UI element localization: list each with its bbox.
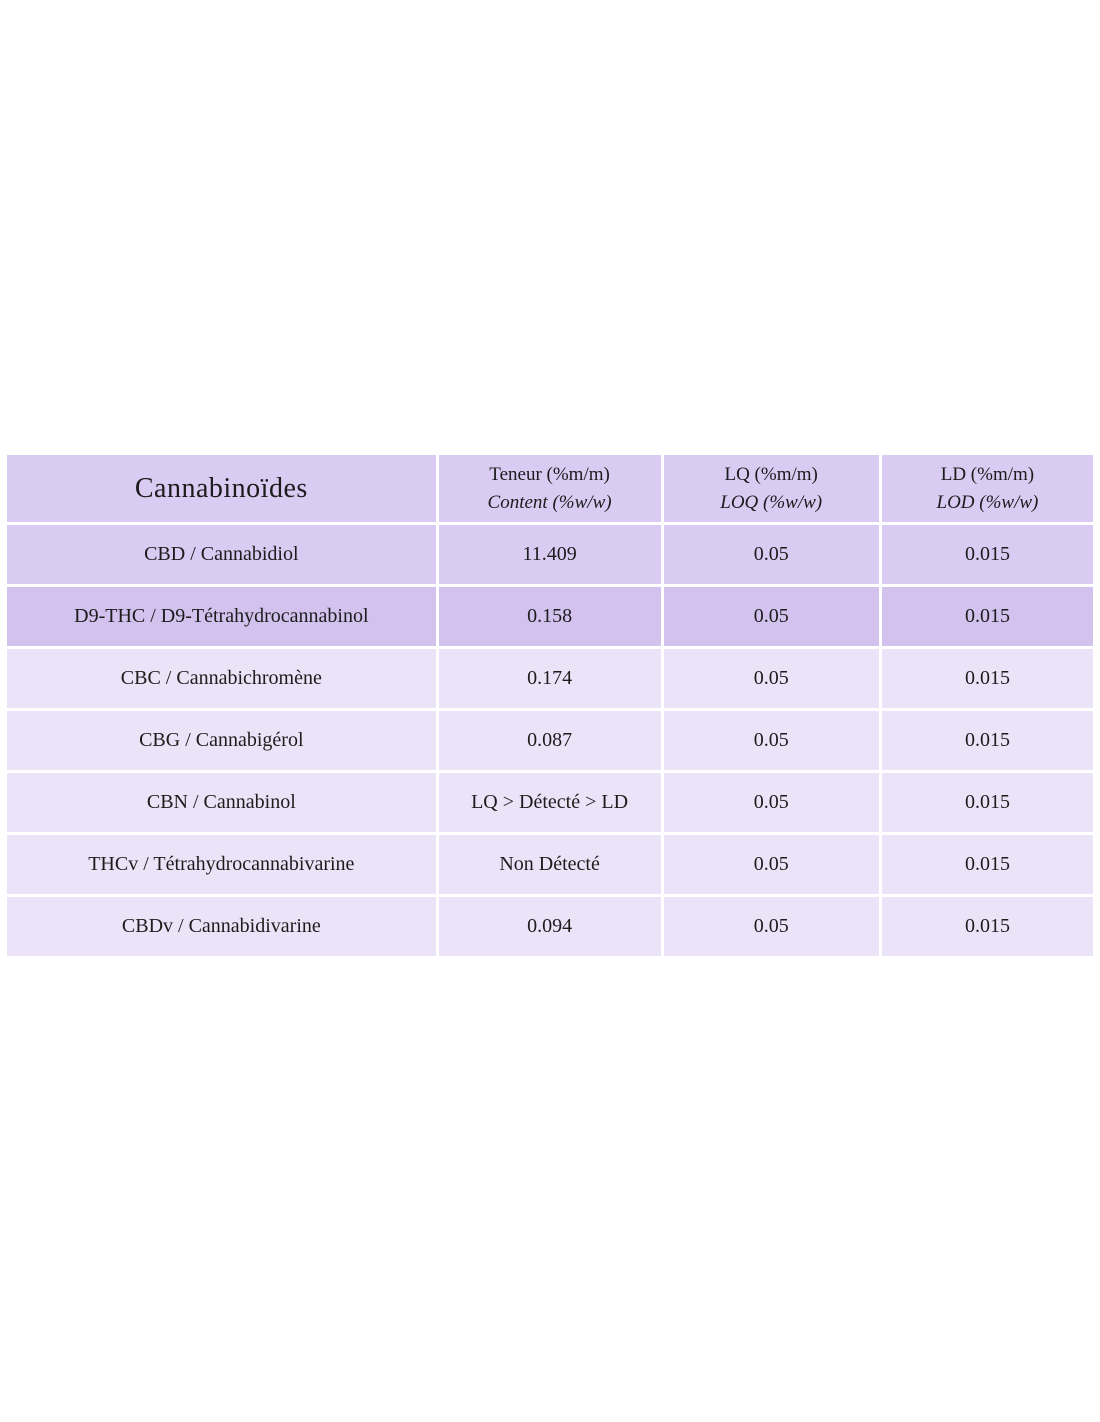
analyte-name: THCv / Tétrahydrocannabivarine	[7, 835, 436, 894]
column-title-cannabinoides: Cannabinoïdes	[134, 472, 308, 504]
column-subtitle-content: Content (%w/w)	[487, 491, 612, 513]
table-row-cbdv	[7, 897, 1093, 956]
ld-value: 0.015	[882, 711, 1093, 770]
analyte-name: CBDv / Cannabidivarine	[7, 897, 436, 956]
column-header-cannabinoides	[7, 455, 436, 522]
column-header-ld	[882, 455, 1093, 522]
lq-value: 0.05	[664, 897, 879, 956]
column-title-teneur: Teneur (%m/m)	[489, 463, 610, 485]
ld-value: 0.015	[882, 649, 1093, 708]
column-subtitle-lod: LOD (%w/w)	[936, 491, 1039, 513]
lq-value: 0.05	[664, 649, 879, 708]
lq-value: 0.05	[664, 711, 879, 770]
lq-value: 0.05	[664, 525, 879, 584]
column-header-lq	[664, 455, 879, 522]
analyte-name: CBC / Cannabichromène	[7, 649, 436, 708]
content-value: 11.409	[439, 525, 661, 584]
content-value: 0.087	[439, 711, 661, 770]
ld-value: 0.015	[882, 897, 1093, 956]
column-title-ld: LD (%m/m)	[940, 463, 1035, 485]
lq-value: 0.05	[664, 587, 879, 646]
ld-value: 0.015	[882, 835, 1093, 894]
cannabinoid-results-table	[4, 452, 1096, 959]
table-header-row	[7, 455, 1093, 522]
column-subtitle-loq: LOQ (%w/w)	[720, 491, 823, 513]
table-row-thcv	[7, 835, 1093, 894]
ld-value: 0.015	[882, 773, 1093, 832]
table-row-cbc	[7, 649, 1093, 708]
content-value: LQ > Détecté > LD	[439, 773, 661, 832]
analyte-name: CBG / Cannabigérol	[7, 711, 436, 770]
analyte-name: CBN / Cannabinol	[7, 773, 436, 832]
content-value: 0.158	[439, 587, 661, 646]
content-value: Non Détecté	[439, 835, 661, 894]
cannabinoid-results-table-container	[4, 452, 1096, 959]
table-row-d9thc	[7, 587, 1093, 646]
analyte-name: D9-THC / D9-Tétrahydrocannabinol	[7, 587, 436, 646]
ld-value: 0.015	[882, 587, 1093, 646]
content-value: 0.094	[439, 897, 661, 956]
column-title-lq: LQ (%m/m)	[724, 463, 818, 485]
ld-value: 0.015	[882, 525, 1093, 584]
lq-value: 0.05	[664, 835, 879, 894]
table-row-cbg	[7, 711, 1093, 770]
analyte-name: CBD / Cannabidiol	[7, 525, 436, 584]
table-row-cbn	[7, 773, 1093, 832]
column-header-teneur	[439, 455, 661, 522]
lq-value: 0.05	[664, 773, 879, 832]
content-value: 0.174	[439, 649, 661, 708]
table-row-cbd	[7, 525, 1093, 584]
